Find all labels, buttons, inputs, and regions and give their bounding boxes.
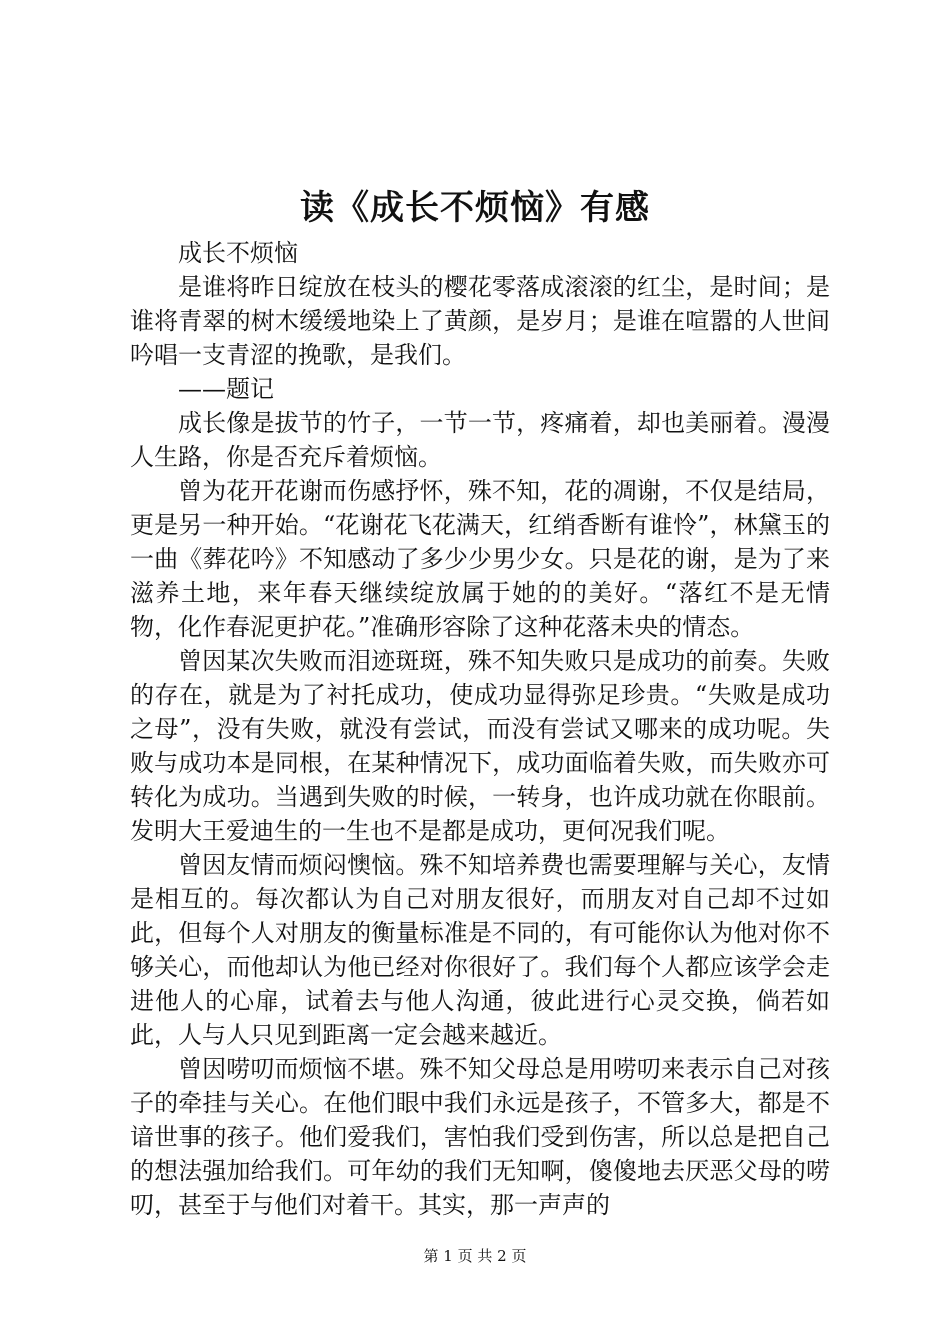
paragraph-subtitle: 成长不烦恼	[178, 239, 298, 267]
document-body	[130, 236, 830, 1222]
paragraph: 曾因某次失败而泪迹斑斑，殊不知失败只是成功的前奏。失败的存在，就是为了衬托成功，使成功显得弥足珍贵。“失败是成功之母”，没有失败，就没有尝试，而没有尝试又哪来的成功呢。失败与成功本是同根，在某种情况下，成功面临着失败，而失败亦可转化为成功。当遇到失败的时候，一转身，也许成功就在你眼前。发明大王爱迪生的一生也不是都是成功，更何况我们呢。	[130, 647, 830, 845]
paragraph: 曾因友情而烦闷懊恼。殊不知培养费也需要理解与关心，友情是相互的。每次都认为自己对朋友很好，而朋友对自己却不过如此，但每个人对朋友的衡量标准是不同的，有可能你认为他对你不够关心，而他却认为他已经对你很好了。我们每个人都应该学会走进他人的心扉，试着去与他人沟通，彼此进行心灵交换，倘若如此，人与人只见到距离一定会越来越近。	[130, 851, 830, 1049]
paragraph-epigraph-attribution: ——题记	[178, 375, 274, 403]
paragraph: 成长像是拔节的竹子，一节一节，疼痛着，却也美丽着。漫漫人生路，你是否充斥着烦恼。	[130, 409, 830, 471]
paragraph: 曾因唠叨而烦恼不堪。殊不知父母总是用唠叨来表示自己对孩子的牵挂与关心。在他们眼中我们永远是孩子，不管多大，都是不谙世事的孩子。他们爱我们，害怕我们受到伤害，所以总是把自己的想法强加给我们。可年幼的我们无知啊，傻傻地去厌恶父母的唠叨，甚至于与他们对着干。其实，那一声声的	[130, 1055, 830, 1219]
paragraph-epigraph: 是谁将昨日绽放在枝头的樱花零落成滚滚的红尘，是时间；是谁将青翠的树木缓缓地染上了黄颜，是岁月；是谁在喧嚣的人世间吟唱一支青涩的挽歌，是我们。	[130, 273, 830, 369]
paragraph: 曾为花开花谢而伤感抒怀，殊不知，花的凋谢，不仅是结局，更是另一种开始。“花谢花飞花满天，红绡香断有谁怜”，林黛玉的一曲《葬花吟》不知感动了多少少男少女。只是花的谢，是为了来滋养土地，来年春天继续绽放属于她的的美好。“落红不是无情物，化作春泥更护花。”准确形容除了这种花落未央的情态。	[130, 477, 830, 641]
page-title: 读《成长不烦恼》有感	[300, 188, 650, 228]
page-footer: 第 1 页 共 2 页	[423, 1247, 527, 1265]
